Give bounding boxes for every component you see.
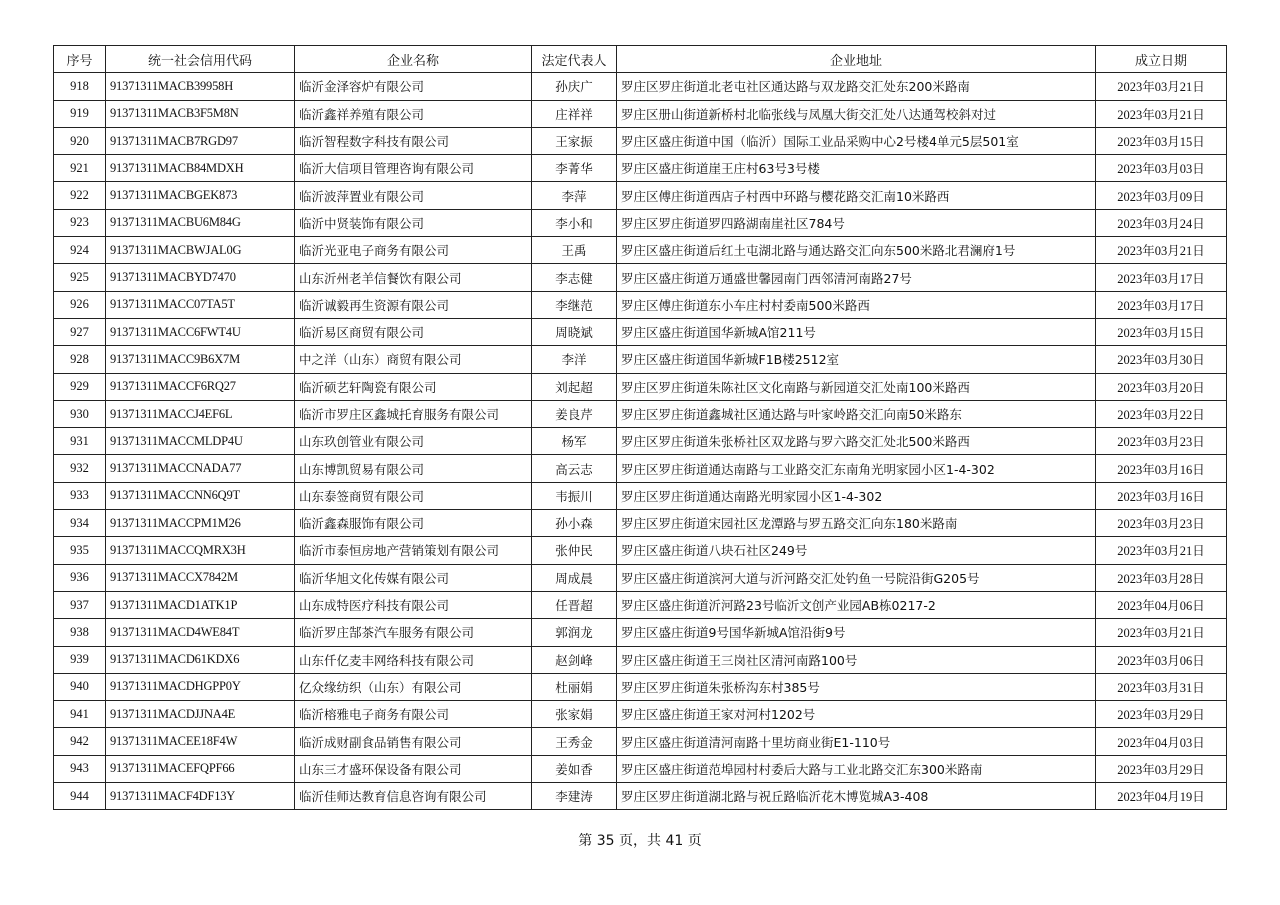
serial-no-cell: 921 xyxy=(54,155,106,182)
serial-no-cell: 918 xyxy=(54,73,106,100)
table-row xyxy=(54,482,1227,509)
legal-rep-cell: 李小和 xyxy=(532,209,617,236)
serial-no-cell: 932 xyxy=(54,455,106,482)
founded-date-cell: 2023年03月16日 xyxy=(1096,455,1227,482)
address-cell: 罗庄区罗庄街道朱陈社区文化南路与新园道交汇处南100米路西 xyxy=(617,373,1096,400)
table-row xyxy=(54,373,1227,400)
serial-no-cell: 929 xyxy=(54,373,106,400)
header-address: 企业地址 xyxy=(617,46,1096,73)
table-row xyxy=(54,346,1227,373)
company-name-cell: 山东玖创管业有限公司 xyxy=(295,428,532,455)
address-cell: 罗庄区罗庄街道朱张桥沟东村385号 xyxy=(617,673,1096,700)
table-row xyxy=(54,728,1227,755)
address-cell: 罗庄区罗庄街道通达南路与工业路交汇东南角光明家园小区1-4-302 xyxy=(617,455,1096,482)
company-name-cell: 临沂波萍置业有限公司 xyxy=(295,182,532,209)
serial-no-cell: 940 xyxy=(54,673,106,700)
legal-rep-cell: 郭润龙 xyxy=(532,619,617,646)
serial-no-cell: 941 xyxy=(54,701,106,728)
credit-code-cell: 91371311MACBU6M84G xyxy=(106,209,295,236)
table-row xyxy=(54,127,1227,154)
legal-rep-cell: 张家娟 xyxy=(532,701,617,728)
founded-date-cell: 2023年03月29日 xyxy=(1096,701,1227,728)
legal-rep-cell: 李菁华 xyxy=(532,155,617,182)
address-cell: 罗庄区罗庄街道罗四路湖南崖社区784号 xyxy=(617,209,1096,236)
legal-rep-cell: 孙小森 xyxy=(532,510,617,537)
table-row xyxy=(54,510,1227,537)
company-name-cell: 临沂市泰恒房地产营销策划有限公司 xyxy=(295,537,532,564)
founded-date-cell: 2023年03月21日 xyxy=(1096,619,1227,646)
table-row xyxy=(54,100,1227,127)
credit-code-cell: 91371311MACD4WE84T xyxy=(106,619,295,646)
table-row xyxy=(54,291,1227,318)
company-name-cell: 临沂罗庄郜茶汽车服务有限公司 xyxy=(295,619,532,646)
company-name-cell: 临沂成财副食品销售有限公司 xyxy=(295,728,532,755)
table-row xyxy=(54,428,1227,455)
legal-rep-cell: 姜如香 xyxy=(532,755,617,782)
legal-rep-cell: 杜丽娟 xyxy=(532,673,617,700)
legal-rep-cell: 王禹 xyxy=(532,237,617,264)
address-cell: 罗庄区盛庄街道八块石社区249号 xyxy=(617,537,1096,564)
founded-date-cell: 2023年03月09日 xyxy=(1096,182,1227,209)
serial-no-cell: 934 xyxy=(54,510,106,537)
address-cell: 罗庄区罗庄街道北老屯社区通达路与双龙路交汇处东200米路南 xyxy=(617,73,1096,100)
address-cell: 罗庄区册山街道新桥村北临张线与凤凰大街交汇处八达通驾校斜对过 xyxy=(617,100,1096,127)
legal-rep-cell: 姜良芹 xyxy=(532,400,617,427)
company-name-cell: 山东博凯贸易有限公司 xyxy=(295,455,532,482)
credit-code-cell: 91371311MACB84MDXH xyxy=(106,155,295,182)
serial-no-cell: 936 xyxy=(54,564,106,591)
founded-date-cell: 2023年03月20日 xyxy=(1096,373,1227,400)
page-number: 第 35 页，共 41 页 xyxy=(578,833,702,849)
header-legal-rep: 法定代表人 xyxy=(532,46,617,73)
table-header-row xyxy=(54,46,1227,73)
address-cell: 罗庄区盛庄街道万通盛世馨园南门西邻清河南路27号 xyxy=(617,264,1096,291)
serial-no-cell: 927 xyxy=(54,318,106,345)
legal-rep-cell: 周成晨 xyxy=(532,564,617,591)
address-cell: 罗庄区罗庄街道通达南路光明家园小区1-4-302 xyxy=(617,482,1096,509)
founded-date-cell: 2023年03月16日 xyxy=(1096,482,1227,509)
credit-code-cell: 91371311MACBYD7470 xyxy=(106,264,295,291)
credit-code-cell: 91371311MACCMLDP4U xyxy=(106,428,295,455)
address-cell: 罗庄区盛庄街道9号国华新城A馆沿街9号 xyxy=(617,619,1096,646)
founded-date-cell: 2023年03月15日 xyxy=(1096,127,1227,154)
company-name-cell: 山东沂州老羊信餐饮有限公司 xyxy=(295,264,532,291)
company-name-cell: 中之洋（山东）商贸有限公司 xyxy=(295,346,532,373)
credit-code-cell: 91371311MACF4DF13Y xyxy=(106,783,295,810)
credit-code-cell: 91371311MACB3F5M8N xyxy=(106,100,295,127)
serial-no-cell: 938 xyxy=(54,619,106,646)
address-cell: 罗庄区盛庄街道后红土屯湖北路与通达路交汇向东500米路北君澜府1号 xyxy=(617,237,1096,264)
founded-date-cell: 2023年03月28日 xyxy=(1096,564,1227,591)
credit-code-cell: 91371311MACCNADA77 xyxy=(106,455,295,482)
credit-code-cell: 91371311MACEFQPF66 xyxy=(106,755,295,782)
table-row xyxy=(54,155,1227,182)
company-name-cell: 临沂智程数字科技有限公司 xyxy=(295,127,532,154)
founded-date-cell: 2023年03月21日 xyxy=(1096,73,1227,100)
address-cell: 罗庄区盛庄街道国华新城A馆211号 xyxy=(617,318,1096,345)
table-row xyxy=(54,264,1227,291)
table-row xyxy=(54,318,1227,345)
credit-code-cell: 91371311MACBGEK873 xyxy=(106,182,295,209)
legal-rep-cell: 韦振川 xyxy=(532,482,617,509)
serial-no-cell: 919 xyxy=(54,100,106,127)
legal-rep-cell: 任晋超 xyxy=(532,591,617,618)
founded-date-cell: 2023年03月24日 xyxy=(1096,209,1227,236)
header-serial-no: 序号 xyxy=(54,46,106,73)
legal-rep-cell: 周晓斌 xyxy=(532,318,617,345)
credit-code-cell: 91371311MACCX7842M xyxy=(106,564,295,591)
company-name-cell: 临沂鑫祥养殖有限公司 xyxy=(295,100,532,127)
company-name-cell: 山东仟亿麦丰网络科技有限公司 xyxy=(295,646,532,673)
serial-no-cell: 923 xyxy=(54,209,106,236)
address-cell: 罗庄区傅庄街道西店子村西中环路与樱花路交汇南10米路西 xyxy=(617,182,1096,209)
table-row xyxy=(54,400,1227,427)
address-cell: 罗庄区盛庄街道崖王庄村63号3号楼 xyxy=(617,155,1096,182)
table-row xyxy=(54,237,1227,264)
founded-date-cell: 2023年03月23日 xyxy=(1096,428,1227,455)
serial-no-cell: 944 xyxy=(54,783,106,810)
founded-date-cell: 2023年03月03日 xyxy=(1096,155,1227,182)
table-row xyxy=(54,564,1227,591)
legal-rep-cell: 孙庆广 xyxy=(532,73,617,100)
address-cell: 罗庄区罗庄街道朱张桥社区双龙路与罗六路交汇处北500米路西 xyxy=(617,428,1096,455)
legal-rep-cell: 李洋 xyxy=(532,346,617,373)
table-row xyxy=(54,591,1227,618)
founded-date-cell: 2023年03月17日 xyxy=(1096,291,1227,318)
serial-no-cell: 933 xyxy=(54,482,106,509)
company-name-cell: 临沂诚毅再生资源有限公司 xyxy=(295,291,532,318)
serial-no-cell: 939 xyxy=(54,646,106,673)
serial-no-cell: 930 xyxy=(54,400,106,427)
table-row xyxy=(54,537,1227,564)
address-cell: 罗庄区盛庄街道范埠园村村委后大路与工业北路交汇东300米路南 xyxy=(617,755,1096,782)
address-cell: 罗庄区盛庄街道清河南路十里坊商业街E1-110号 xyxy=(617,728,1096,755)
credit-code-cell: 91371311MACEE18F4W xyxy=(106,728,295,755)
company-name-cell: 山东泰签商贸有限公司 xyxy=(295,482,532,509)
legal-rep-cell: 王秀金 xyxy=(532,728,617,755)
legal-rep-cell: 王家振 xyxy=(532,127,617,154)
legal-rep-cell: 李建涛 xyxy=(532,783,617,810)
company-name-cell: 临沂华旭文化传媒有限公司 xyxy=(295,564,532,591)
legal-rep-cell: 庄祥祥 xyxy=(532,100,617,127)
company-name-cell: 临沂易区商贸有限公司 xyxy=(295,318,532,345)
credit-code-cell: 91371311MACCNN6Q9T xyxy=(106,482,295,509)
legal-rep-cell: 张仲民 xyxy=(532,537,617,564)
legal-rep-cell: 杨军 xyxy=(532,428,617,455)
credit-code-cell: 91371311MACCPM1M26 xyxy=(106,510,295,537)
address-cell: 罗庄区傅庄街道东小车庄村村委南500米路西 xyxy=(617,291,1096,318)
company-name-cell: 临沂硕艺轩陶瓷有限公司 xyxy=(295,373,532,400)
header-credit-code: 统一社会信用代码 xyxy=(106,46,295,73)
company-name-cell: 临沂鑫森服饰有限公司 xyxy=(295,510,532,537)
table-row xyxy=(54,673,1227,700)
credit-code-cell: 91371311MACB7RGD97 xyxy=(106,127,295,154)
founded-date-cell: 2023年04月03日 xyxy=(1096,728,1227,755)
header-founded-date: 成立日期 xyxy=(1096,46,1227,73)
credit-code-cell: 91371311MACCQMRX3H xyxy=(106,537,295,564)
credit-code-cell: 91371311MACC9B6X7M xyxy=(106,346,295,373)
serial-no-cell: 942 xyxy=(54,728,106,755)
table-row xyxy=(54,73,1227,100)
company-name-cell: 临沂佳师达教育信息咨询有限公司 xyxy=(295,783,532,810)
address-cell: 罗庄区盛庄街道中国（临沂）国际工业品采购中心2号楼4单元5层501室 xyxy=(617,127,1096,154)
legal-rep-cell: 李志健 xyxy=(532,264,617,291)
credit-code-cell: 91371311MACB39958H xyxy=(106,73,295,100)
serial-no-cell: 937 xyxy=(54,591,106,618)
table-row xyxy=(54,755,1227,782)
address-cell: 罗庄区盛庄街道王三岗社区清河南路100号 xyxy=(617,646,1096,673)
founded-date-cell: 2023年03月21日 xyxy=(1096,237,1227,264)
serial-no-cell: 925 xyxy=(54,264,106,291)
address-cell: 罗庄区盛庄街道沂河路23号临沂文创产业园AB栋0217-2 xyxy=(617,591,1096,618)
credit-code-cell: 91371311MACDJJNA4E xyxy=(106,701,295,728)
address-cell: 罗庄区盛庄街道滨河大道与沂河路交汇处钓鱼一号院沿街G205号 xyxy=(617,564,1096,591)
founded-date-cell: 2023年03月30日 xyxy=(1096,346,1227,373)
company-name-cell: 临沂金泽容炉有限公司 xyxy=(295,73,532,100)
credit-code-cell: 91371311MACC6FWT4U xyxy=(106,318,295,345)
founded-date-cell: 2023年03月17日 xyxy=(1096,264,1227,291)
founded-date-cell: 2023年03月23日 xyxy=(1096,510,1227,537)
founded-date-cell: 2023年03月21日 xyxy=(1096,100,1227,127)
legal-rep-cell: 刘起超 xyxy=(532,373,617,400)
company-name-cell: 临沂光亚电子商务有限公司 xyxy=(295,237,532,264)
serial-no-cell: 935 xyxy=(54,537,106,564)
credit-code-cell: 91371311MACD61KDX6 xyxy=(106,646,295,673)
legal-rep-cell: 赵剑峰 xyxy=(532,646,617,673)
company-name-cell: 临沂榕雅电子商务有限公司 xyxy=(295,701,532,728)
header-company-name: 企业名称 xyxy=(295,46,532,73)
serial-no-cell: 926 xyxy=(54,291,106,318)
founded-date-cell: 2023年04月19日 xyxy=(1096,783,1227,810)
table-body xyxy=(54,73,1227,810)
founded-date-cell: 2023年03月06日 xyxy=(1096,646,1227,673)
credit-code-cell: 91371311MACCF6RQ27 xyxy=(106,373,295,400)
founded-date-cell: 2023年03月15日 xyxy=(1096,318,1227,345)
serial-no-cell: 943 xyxy=(54,755,106,782)
founded-date-cell: 2023年03月22日 xyxy=(1096,400,1227,427)
serial-no-cell: 922 xyxy=(54,182,106,209)
legal-rep-cell: 李萍 xyxy=(532,182,617,209)
table-row xyxy=(54,783,1227,810)
legal-rep-cell: 高云志 xyxy=(532,455,617,482)
founded-date-cell: 2023年03月31日 xyxy=(1096,673,1227,700)
table-row xyxy=(54,701,1227,728)
company-name-cell: 山东成特医疗科技有限公司 xyxy=(295,591,532,618)
founded-date-cell: 2023年03月29日 xyxy=(1096,755,1227,782)
enterprise-registry-table xyxy=(53,45,1227,810)
table-row xyxy=(54,455,1227,482)
address-cell: 罗庄区罗庄街道鑫城社区通达路与叶家岭路交汇向南50米路东 xyxy=(617,400,1096,427)
company-name-cell: 亿众缘纺织（山东）有限公司 xyxy=(295,673,532,700)
address-cell: 罗庄区罗庄街道湖北路与祝丘路临沂花木博览城A3-408 xyxy=(617,783,1096,810)
credit-code-cell: 91371311MACBWJAL0G xyxy=(106,237,295,264)
credit-code-cell: 91371311MACC07TA5T xyxy=(106,291,295,318)
company-name-cell: 临沂大信项目管理咨询有限公司 xyxy=(295,155,532,182)
company-name-cell: 山东三才盛环保设备有限公司 xyxy=(295,755,532,782)
credit-code-cell: 91371311MACD1ATK1P xyxy=(106,591,295,618)
serial-no-cell: 928 xyxy=(54,346,106,373)
serial-no-cell: 924 xyxy=(54,237,106,264)
company-name-cell: 临沂中贤装饰有限公司 xyxy=(295,209,532,236)
table-row xyxy=(54,182,1227,209)
founded-date-cell: 2023年03月21日 xyxy=(1096,537,1227,564)
address-cell: 罗庄区盛庄街道国华新城F1B楼2512室 xyxy=(617,346,1096,373)
credit-code-cell: 91371311MACDHGPP0Y xyxy=(106,673,295,700)
table-row xyxy=(54,209,1227,236)
company-name-cell: 临沂市罗庄区鑫城托育服务有限公司 xyxy=(295,400,532,427)
address-cell: 罗庄区盛庄街道王家对河村1202号 xyxy=(617,701,1096,728)
founded-date-cell: 2023年04月06日 xyxy=(1096,591,1227,618)
address-cell: 罗庄区罗庄街道宋园社区龙潭路与罗五路交汇向东180米路南 xyxy=(617,510,1096,537)
table-row xyxy=(54,619,1227,646)
table-row xyxy=(54,646,1227,673)
serial-no-cell: 920 xyxy=(54,127,106,154)
legal-rep-cell: 李继范 xyxy=(532,291,617,318)
credit-code-cell: 91371311MACCJ4EF6L xyxy=(106,400,295,427)
serial-no-cell: 931 xyxy=(54,428,106,455)
